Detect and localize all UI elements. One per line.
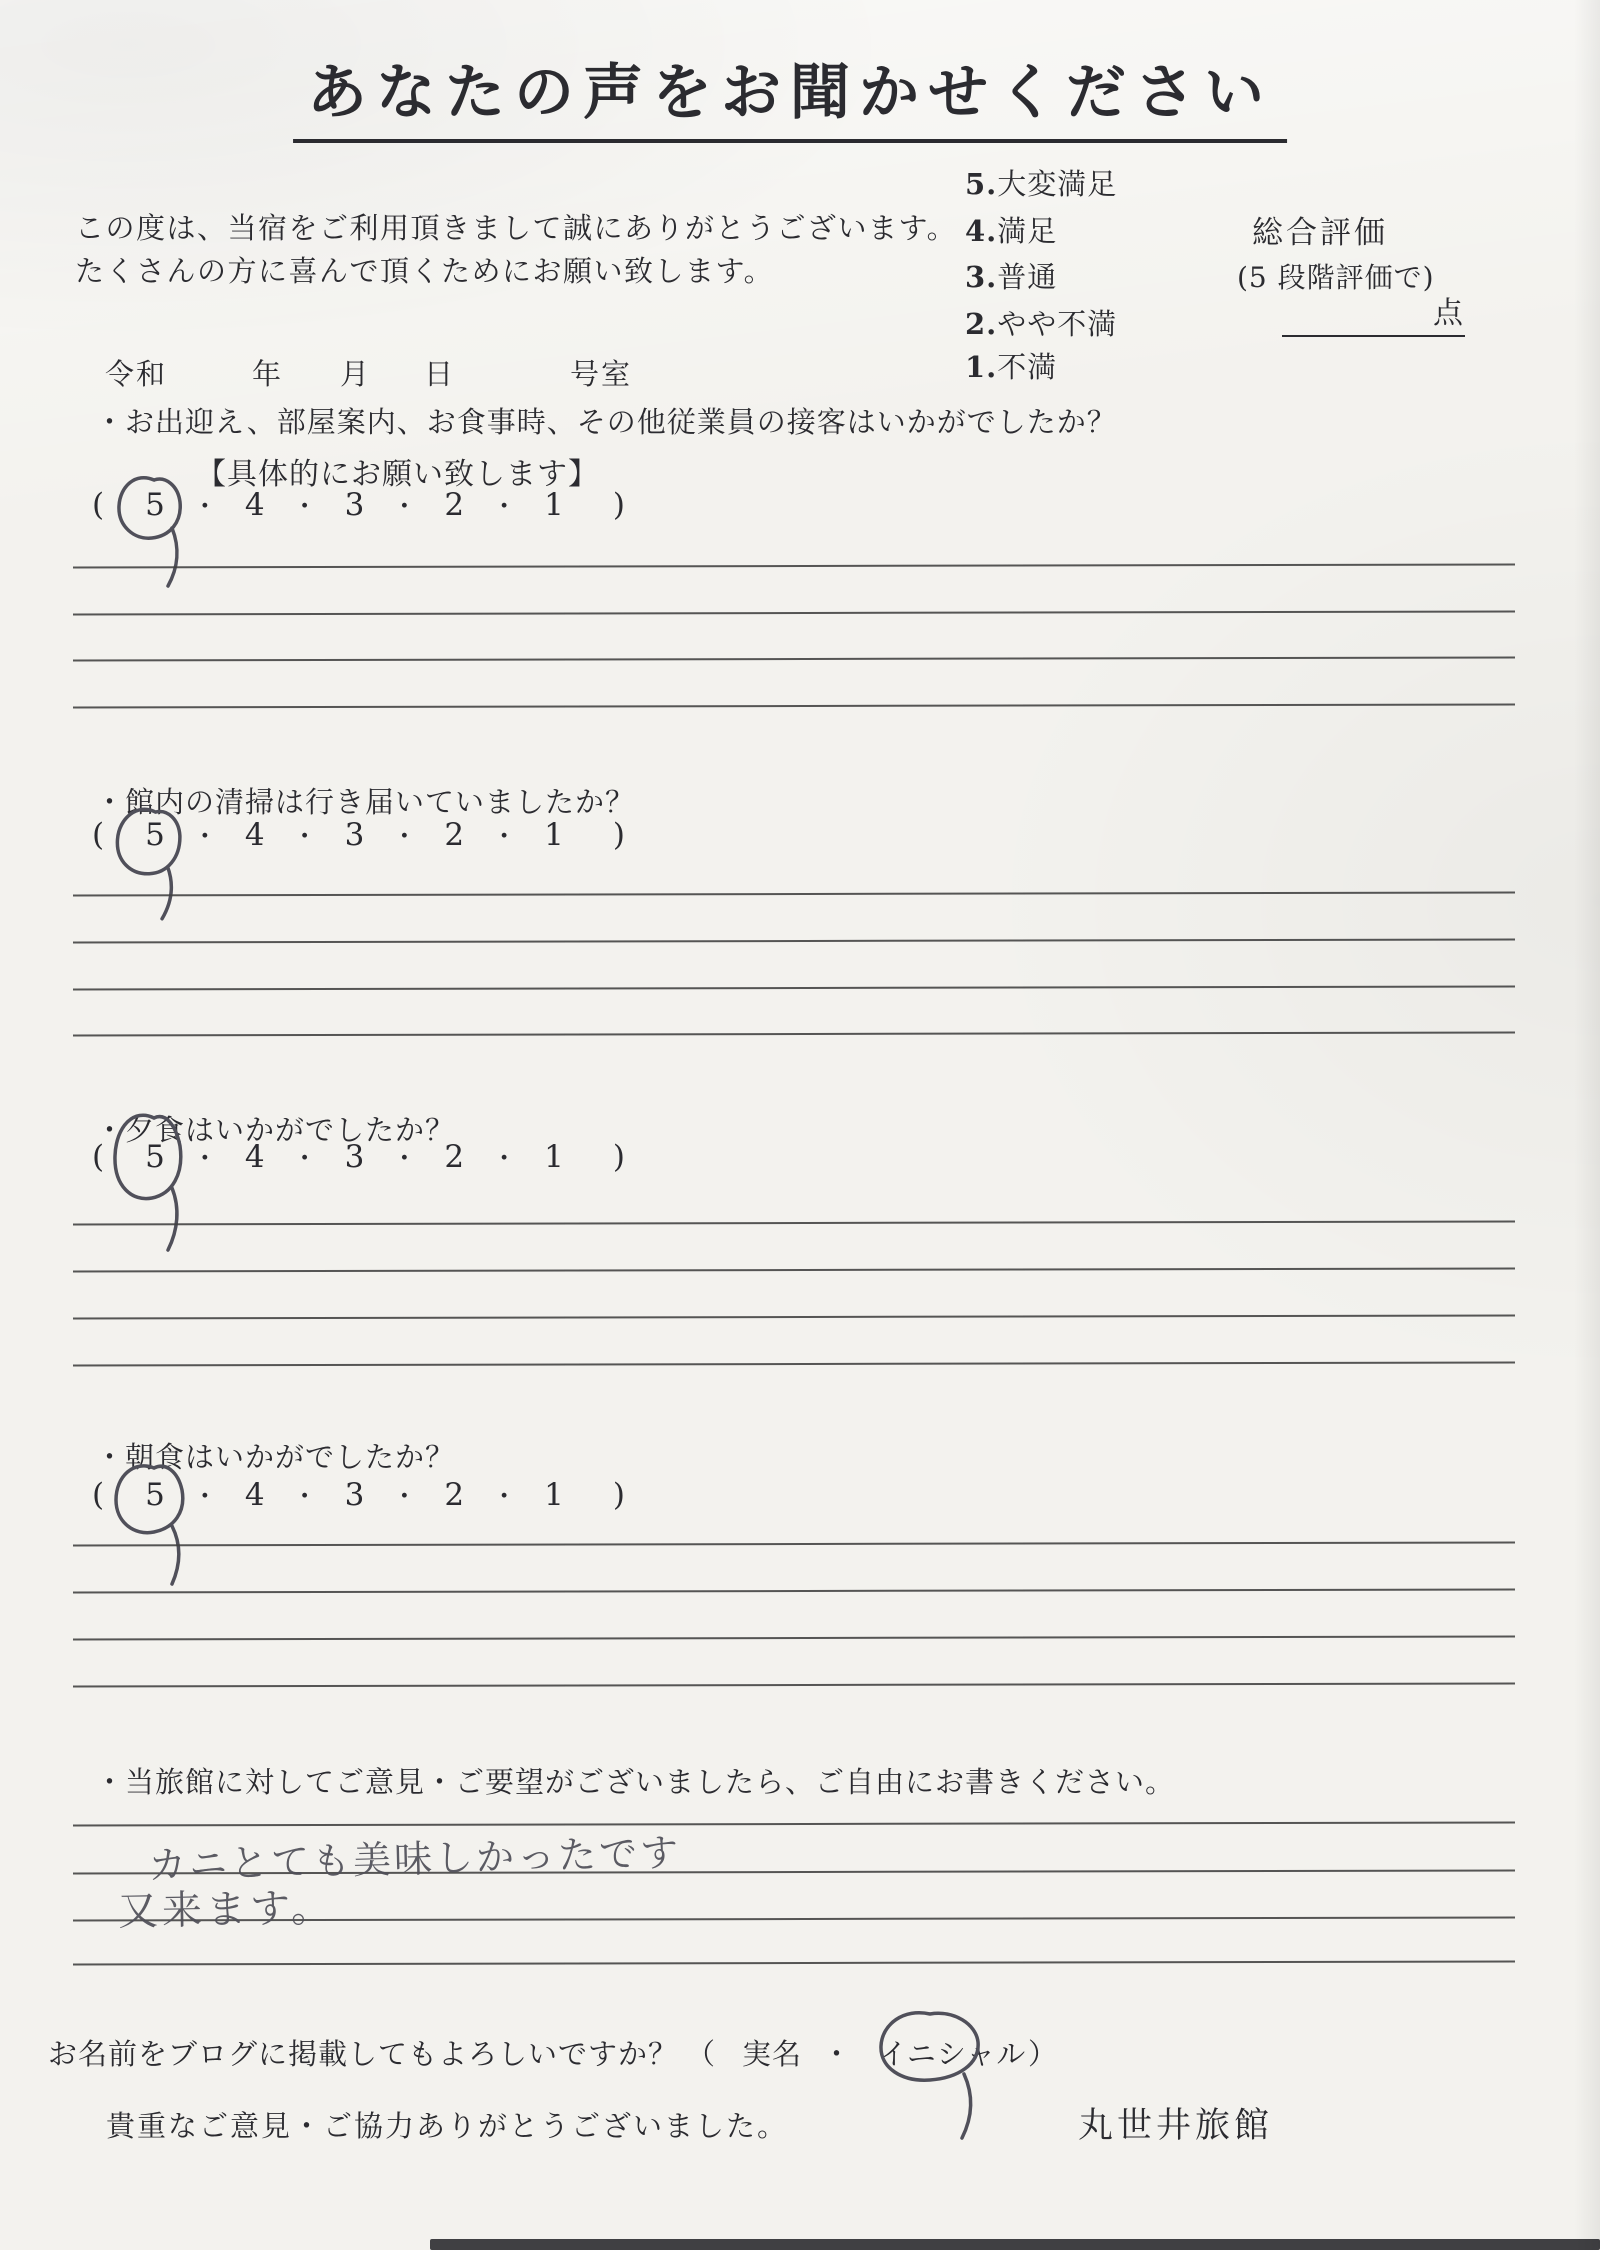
separator-dot: ・ — [291, 1144, 318, 1174]
q4-rating-2: 2 — [444, 1476, 465, 1513]
legend-num-2: 2. — [965, 307, 998, 341]
handwritten-comment-line-2: 又来ます。 — [117, 1885, 336, 1935]
q3-rating-1: 1 — [544, 1138, 564, 1175]
separator-dot: ・ — [191, 1482, 218, 1512]
answer-line — [73, 1267, 1515, 1272]
paren-open: ( — [92, 486, 105, 523]
answer-line — [73, 1314, 1515, 1319]
answer-line — [73, 891, 1515, 896]
q3-rating-2: 2 — [444, 1138, 465, 1175]
q1-rating-1: 1 — [544, 486, 564, 523]
q4-rating-5-circled: 5 — [145, 1476, 165, 1513]
separator-dot: ・ — [491, 492, 518, 522]
closing-thanks-text: 貴重なご意見・ご協力ありがとうございました。 — [106, 2109, 789, 2143]
legend-num-3: 3. — [965, 260, 998, 294]
question-2-cleanliness: ・館内の清掃は行き届いていましたか？ — [95, 785, 636, 819]
answer-line — [73, 563, 1515, 568]
answer-line — [73, 1588, 1515, 1593]
q1-rating-4: 4 — [244, 486, 265, 523]
question-5-free-comment: ・当旅館に対してご意見・ご要望がございましたら、ご自由にお書きください。 — [95, 1765, 1176, 1799]
separator-dot: ・ — [191, 822, 218, 852]
date-day-label: 日 — [424, 357, 456, 391]
separator-dot: ・ — [191, 492, 218, 522]
paren-open: ( — [92, 816, 105, 853]
separator-dot: ・ — [191, 1144, 218, 1174]
legend-label-1: 不満 — [997, 350, 1058, 384]
separator-dot: ・ — [391, 822, 418, 852]
overall-score-field — [1282, 288, 1465, 337]
separator-dot: ・ — [291, 492, 318, 522]
q1-rating-2: 2 — [444, 486, 465, 523]
answer-line — [73, 1541, 1515, 1546]
q3-rating-4: 4 — [244, 1138, 265, 1175]
legend-item-1 — [965, 345, 1057, 386]
answer-line — [73, 1682, 1515, 1687]
paren-close: ) — [612, 486, 625, 523]
legend-item-4 — [965, 209, 1057, 250]
overall-score-unit: 点 — [1433, 296, 1465, 331]
answer-line — [73, 703, 1515, 708]
legend-num-1: 1. — [965, 350, 998, 384]
separator-dot: ・ — [291, 822, 318, 852]
q3-rating-5-circled: 5 — [145, 1138, 165, 1175]
q2-rating-2: 2 — [444, 816, 465, 853]
answer-line — [73, 1635, 1515, 1640]
answer-line — [73, 985, 1515, 990]
answer-line — [73, 1220, 1515, 1225]
legend-num-4: 4. — [965, 214, 998, 248]
blog-option-initial-circled: イニシャル — [878, 2037, 1027, 2071]
legend-item-2 — [965, 302, 1117, 343]
separator-dot: ・ — [491, 822, 518, 852]
q2-rating-1: 1 — [544, 816, 564, 853]
paren-open: ( — [92, 1138, 105, 1175]
answer-line — [73, 656, 1515, 661]
rating-scale-q1 — [92, 486, 625, 523]
rating-scale-q4 — [92, 1476, 625, 1513]
q2-rating-5-circled: 5 — [145, 816, 165, 853]
intro-line-1: この度は、当宿をご利用頂きまして誠にありがとうございます。 — [75, 211, 958, 245]
answer-line — [73, 938, 1515, 943]
question-1-note: 【具体的にお願い致します】 — [196, 457, 599, 492]
separator-dot: ・ — [391, 492, 418, 522]
handwritten-comment-line-1: カニとても美味しかったです — [147, 1830, 682, 1888]
paren-close: ) — [612, 1476, 625, 1513]
overall-score-subtitle: (5 段階評価で) — [1237, 261, 1435, 294]
date-era-label: 令和 — [105, 357, 168, 391]
separator-dot: ・ — [391, 1482, 418, 1512]
q2-rating-4: 4 — [244, 816, 265, 853]
separator-dot: ・ — [391, 1144, 418, 1174]
answer-line — [73, 1361, 1515, 1366]
q4-rating-1: 1 — [544, 1476, 564, 1513]
page-title: あなたの声をお聞かせください — [293, 45, 1287, 143]
legend-num-5: 5. — [965, 167, 998, 201]
intro-line-2: たくさんの方に喜んで頂くためにお願い致します。 — [75, 254, 775, 288]
separator-dot: ・ — [491, 1144, 518, 1174]
question-3-dinner: ・夕食はいかがでしたか？ — [95, 1113, 456, 1147]
question-1-service: ・お出迎え、部屋案内、お食事時、その他従業員の接客はいかがでしたか？ — [95, 405, 1117, 439]
q3-rating-3: 3 — [344, 1138, 365, 1175]
scan-edge-artifact — [430, 2239, 1600, 2250]
legend-label-2: やや不満 — [997, 307, 1118, 341]
q4-rating-4: 4 — [244, 1476, 265, 1513]
q2-rating-3: 3 — [344, 816, 365, 853]
comment-line — [73, 1960, 1515, 1965]
rating-scale-q3 — [92, 1138, 625, 1175]
date-year-label: 年 — [252, 357, 284, 391]
date-month-label: 月 — [340, 357, 372, 391]
legend-item-3 — [965, 255, 1057, 296]
q4-rating-3: 3 — [344, 1476, 365, 1513]
scan-edge-shadow — [1574, 0, 1600, 2250]
blog-paren-open: （ — [686, 2037, 717, 2071]
q1-rating-3: 3 — [344, 486, 365, 523]
ryokan-signature: 丸世井旅館 — [1078, 2106, 1274, 2146]
handwritten-circle-mark-initial — [868, 2000, 1038, 2150]
answer-line — [73, 610, 1515, 615]
paren-close: ) — [612, 816, 625, 853]
answer-line — [73, 1031, 1515, 1036]
rating-scale-q2 — [92, 816, 625, 853]
legend-label-3: 普通 — [997, 260, 1058, 294]
blog-permission-question: お名前をブログに掲載してもよろしいですか？ — [48, 2037, 679, 2071]
paren-close: ) — [612, 1138, 625, 1175]
q1-rating-5-circled: 5 — [145, 486, 165, 523]
legend-label-4: 満足 — [997, 214, 1058, 248]
legend-label-5: 大変満足 — [997, 167, 1118, 201]
separator-dot: ・ — [291, 1482, 318, 1512]
blog-option-real-name: 実名 — [742, 2037, 803, 2071]
comment-line — [73, 1821, 1515, 1826]
blog-paren-close: ） — [1028, 2037, 1059, 2071]
blog-option-separator: ・ — [822, 2037, 853, 2071]
overall-score-title: 総合評価 — [1252, 215, 1388, 251]
separator-dot: ・ — [491, 1482, 518, 1512]
paren-open: ( — [92, 1476, 105, 1513]
question-4-breakfast: ・朝食はいかがでしたか？ — [95, 1440, 456, 1474]
room-number-label: 号室 — [570, 357, 633, 391]
legend-item-5 — [965, 162, 1117, 203]
